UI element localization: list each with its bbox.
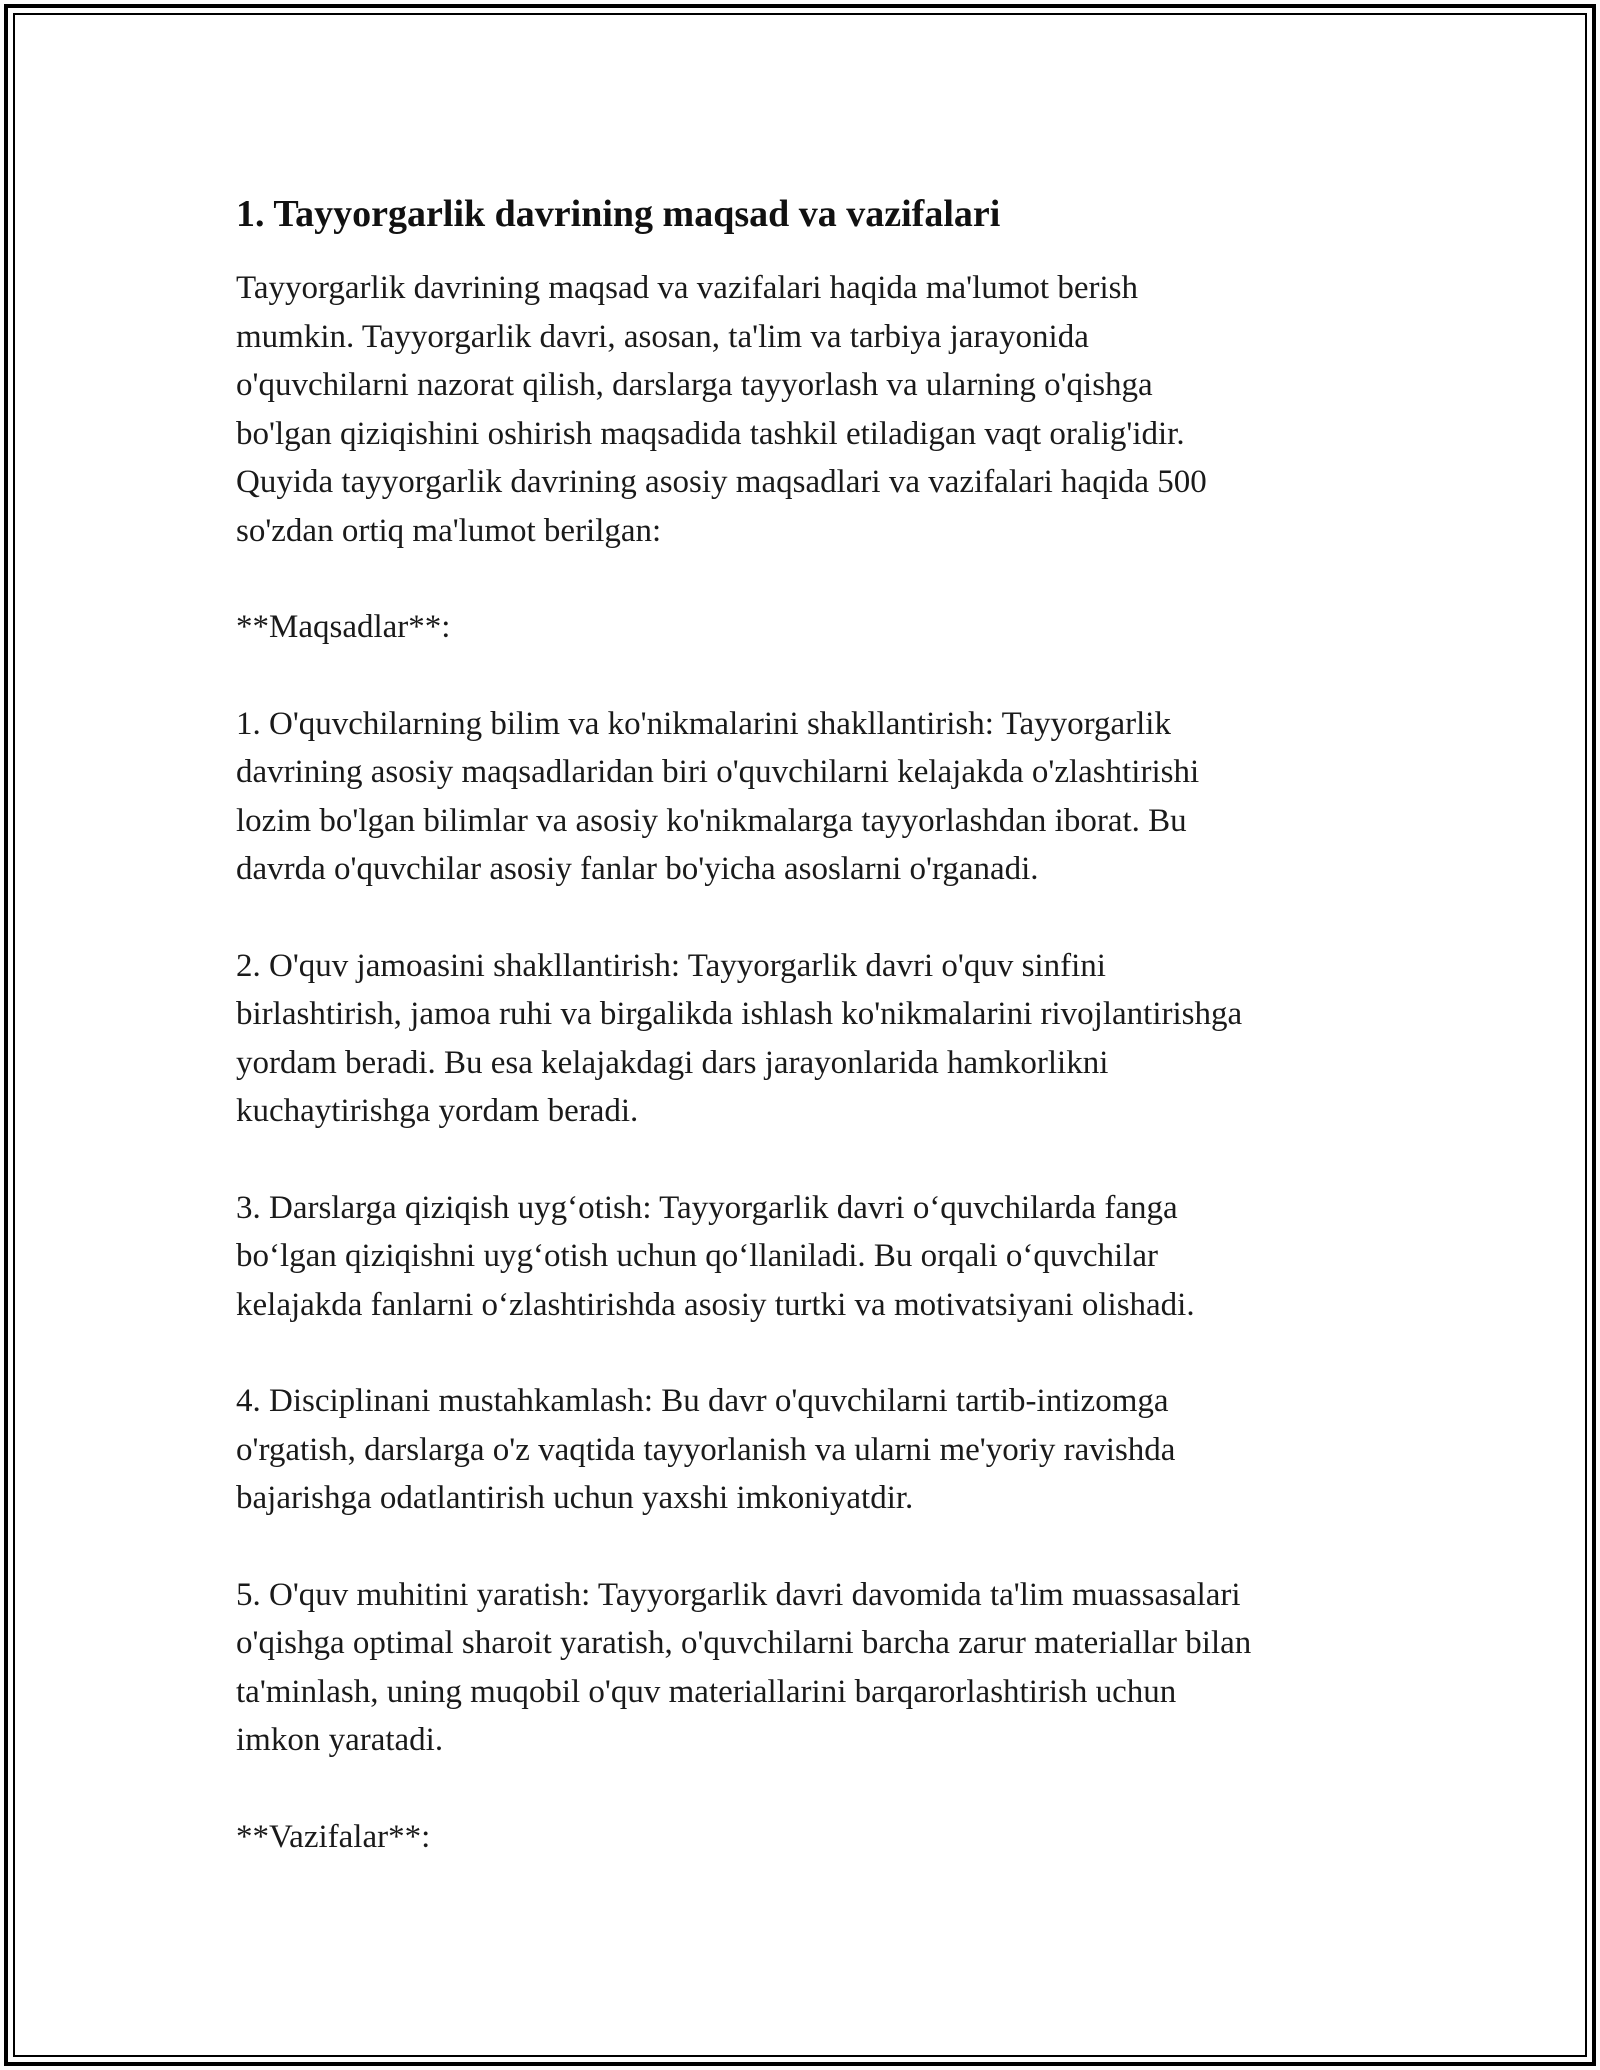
goal-item-2: 2. O'quv jamoasini shakllantirish: Tayyorgarlik davri o'quv sinfini birlashtirish, jamoa ruhi va birgalikda ishlash ko'nikmalarini rivojlantirishga yordam beradi. Bu esa kelajakdagi dars jarayonlarida hamkorlikni kuchaytirishga yordam beradi. xyxy=(236,947,1243,1129)
goal-item-3: 3. Darslarga qiziqish uyg‘otish: Tayyorgarlik davri o‘quvchilarda fanga bo‘lgan qiziqishni uyg‘otish uchun qo‘llaniladi. Bu orqali o‘quvchilar kelajakda fanlarni o‘zlashtirishda asosiy turtki va motivatsiyani olishadi. xyxy=(236,1189,1195,1323)
section-heading: 1. Tayyorgarlik davrining maqsad va vazifalari xyxy=(236,193,1001,235)
intro-paragraph: Tayyorgarlik davrining maqsad va vazifalari haqida ma'lumot berish mumkin. Tayyorgarlik davri, asosan, ta'lim va tarbiya jarayonida o'quvchilarni nazorat qilish, darslarga tayyorlash va ularning o'qishga bo'lgan qiziqishini oshirish maqsadida tashkil etiladigan vaqt oralig'idir. Quyida tayyorgarlik davrining asosiy maqsadlari va vazifalari haqida 500 so'zdan ortiq ma'lumot berilgan: xyxy=(236,270,1207,549)
vazifalar-label: **Vazifalar**: xyxy=(236,1818,431,1855)
maqsadlar-label: **Maqsadlar**: xyxy=(236,609,451,645)
goal-item-5: 5. O'quv muhitini yaratish: Tayyorgarlik davri davomida ta'lim muassasalari o'qishga optimal sharoit yaratish, o'quvchilarni barcha zarur materiallar bilan ta'minlash, uning muqobil o'quv materiallarini barqarorlashtirish uchun imkon yaratadi. xyxy=(236,1576,1252,1758)
goal-item-4: 4. Disciplinani mustahkamlash: Bu davr o'quvchilarni tartib-intizomga o'rgatish, darslarga o'z vaqtida tayyorlanish va ularni me'yoriy ravishda bajarishga odatlantirish uchun yaxshi imkoniyatdir. xyxy=(236,1383,1176,1516)
document-body xyxy=(236,186,1386,1909)
goal-item-1: 1. O'quvchilarning bilim va ko'nikmalarini shakllantirish: Tayyorgarlik davrining asosiy maqsadlaridan biri o'quvchilarni kelajakda o'zlashtirishi lozim bo'lgan bilimlar va asosiy ko'nikmalarga tayyorlashdan iborat. Bu davrda o'quvchilar asosiy fanlar bo'yicha asoslarni o'rganadi. xyxy=(236,705,1200,887)
